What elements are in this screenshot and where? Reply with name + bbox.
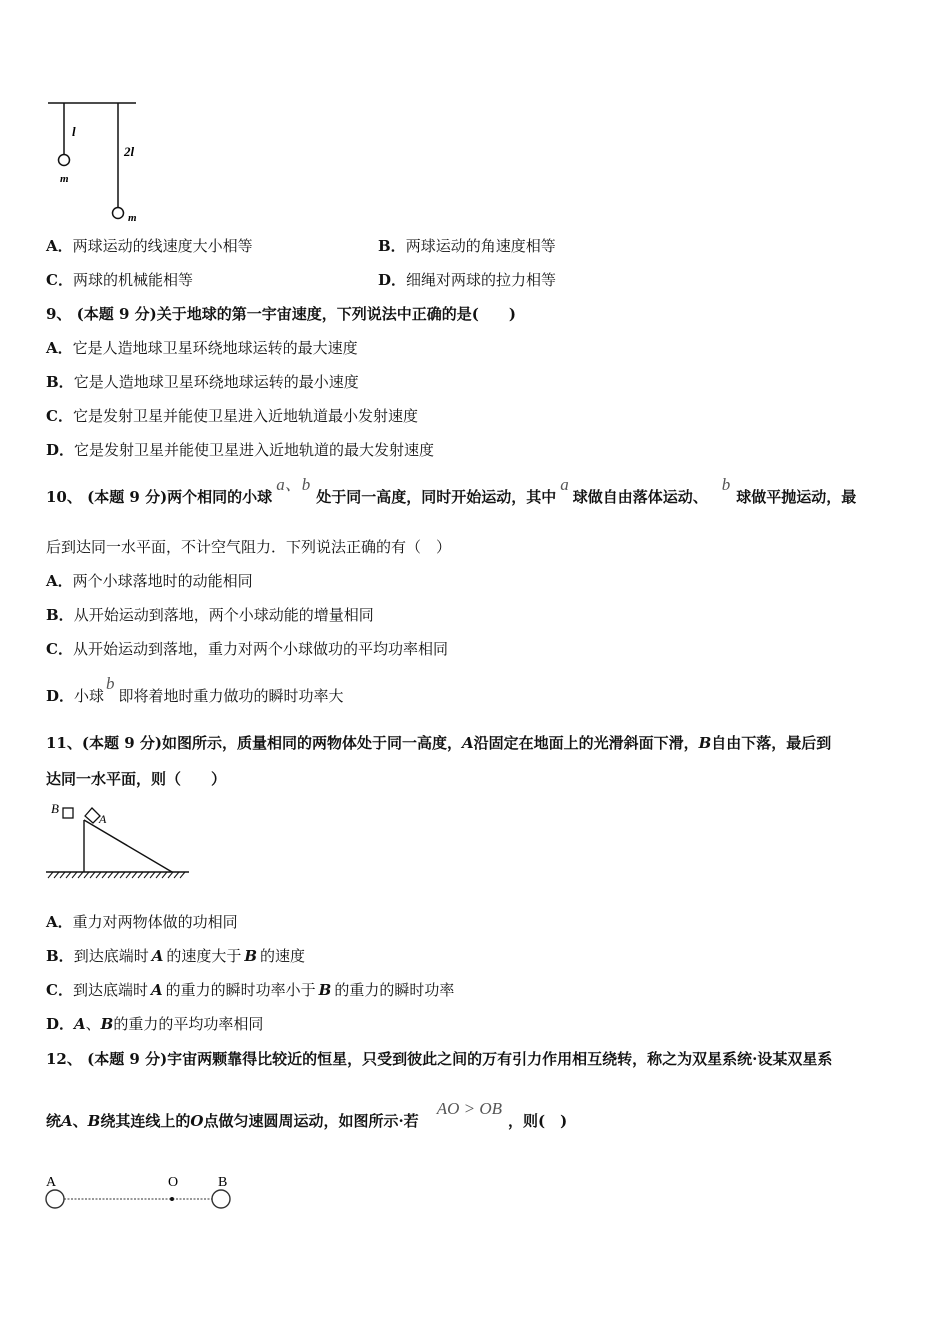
incline-slope — [84, 820, 172, 872]
q10-option-c — [46, 639, 448, 659]
option-text: 到达底端时 — [72, 981, 148, 999]
option-key: B． — [378, 237, 406, 255]
condition-AO-gt-OB: AO > OB — [436, 1099, 502, 1118]
option-key: D． — [46, 1015, 75, 1033]
option-text: 从开始运动到落地，重力对两个小球做功的平均功率相同 — [72, 640, 448, 658]
q12-stem-a: 12、 (本题 9 分)宇宙两颗靠得比较近的恒星，只受到彼此之间的万有引力作用相互绕转，称之为双星系统·设某双星系 — [46, 1050, 833, 1068]
option-text: 到达底端时 — [73, 947, 149, 965]
incline-figure — [44, 800, 194, 886]
q9-option-b — [46, 372, 359, 392]
option-key: C． — [46, 981, 73, 999]
separator: 、 — [85, 1015, 101, 1033]
option-key: B． — [46, 947, 74, 965]
star-B — [212, 1190, 230, 1208]
q8-option-d — [378, 270, 556, 290]
q11-option-a — [46, 912, 238, 932]
option-key: D． — [46, 441, 75, 459]
option-text: 两个小球落地时的动能相同 — [72, 572, 253, 590]
symbol-O: O — [190, 1112, 204, 1130]
long-ball — [113, 208, 124, 219]
q8-option-b — [378, 236, 556, 256]
q8-option-c — [46, 270, 193, 290]
q10-option-d — [46, 674, 344, 706]
q9-option-c — [46, 406, 418, 426]
q10-stem-line1 — [46, 475, 857, 507]
symbol-a: a — [560, 475, 569, 494]
q11-stem-b: 沿固定在地面上的光滑斜面下滑， — [473, 734, 699, 752]
option-key: A． — [46, 237, 73, 255]
option-key: A． — [46, 339, 73, 357]
q8-option-a — [46, 236, 253, 256]
q11-stem-d: 达同一水平面，则（ ） — [46, 770, 227, 788]
symbol-b: b — [301, 475, 311, 494]
q11-option-d — [46, 1014, 263, 1034]
symbol-B: B — [87, 1112, 101, 1130]
option-key: C． — [46, 640, 73, 658]
option-text: 它是发射卫星并能使卫星进入近地轨道的最大发射速度 — [74, 441, 435, 459]
q11-option-c — [46, 980, 454, 1000]
option-text: 两球的机械能相等 — [72, 271, 193, 289]
option-text: 从开始运动到落地，两个小球动能的增量相同 — [73, 606, 374, 624]
short-ball — [59, 155, 70, 166]
option-key: C． — [46, 407, 73, 425]
q10-option-a — [46, 571, 253, 591]
option-text: 的速度大于 — [166, 947, 242, 965]
q10-stem-d: 球做平抛运动，最 — [736, 488, 857, 506]
option-text: 的重力的平均功率相同 — [113, 1015, 264, 1033]
label-m1: m — [60, 173, 69, 185]
option-text: 小球 — [74, 687, 105, 705]
label-2l: 2l — [124, 144, 135, 159]
q12-stem-b3: 点做匀速圆周运动，如图所示·若 — [203, 1112, 419, 1130]
block-A — [85, 808, 100, 823]
q10-option-b — [46, 605, 374, 625]
q10-stem-c: 球做自由落体运动、 — [572, 488, 708, 506]
option-key: B． — [46, 373, 74, 391]
center-O — [170, 1197, 174, 1201]
symbol-B: B — [698, 734, 712, 752]
star-A — [46, 1190, 64, 1208]
option-text: 它是发射卫星并能使卫星进入近地轨道最小发射速度 — [72, 407, 418, 425]
separator: 、 — [284, 475, 302, 494]
option-text: 细绳对两球的拉力相等 — [406, 271, 557, 289]
block-B — [63, 808, 73, 818]
label-A: A — [99, 812, 107, 826]
q9-option-d — [46, 440, 434, 460]
option-text: 两球运动的线速度大小相等 — [72, 237, 253, 255]
symbol-A: A — [74, 1015, 86, 1033]
ground-hatch — [48, 872, 185, 878]
q12-stem-b4: ，则( ) — [507, 1112, 568, 1130]
label-B: B — [51, 801, 59, 816]
option-key: A． — [46, 913, 73, 931]
q11-stem-c: 自由下落，最后到 — [711, 734, 832, 752]
option-key: D． — [46, 687, 75, 705]
symbol-B: B — [244, 947, 258, 965]
option-text: 两球运动的角速度相等 — [405, 237, 556, 255]
label-B: B — [218, 1175, 228, 1190]
option-text: 的重力的瞬时功率小于 — [165, 981, 316, 999]
symbol-A: A — [61, 1112, 73, 1130]
option-text: 的速度 — [260, 947, 306, 965]
q12-stem-b2: 绕其连线上的 — [100, 1112, 191, 1130]
q9-stem: 9、 (本题 9 分)关于地球的第一宇宙速度，下列说法中正确的是( ) — [46, 305, 516, 323]
symbol-b: b — [721, 475, 731, 494]
label-m2: m — [128, 212, 137, 224]
label-A: A — [46, 1175, 57, 1190]
q12-stem-b1: 统 — [46, 1112, 62, 1130]
option-text: 的重力的瞬时功率 — [334, 981, 455, 999]
label-O: O — [168, 1175, 179, 1190]
symbol-B: B — [318, 981, 332, 999]
option-key: C． — [46, 271, 73, 289]
q11-option-b — [46, 946, 305, 966]
separator: 、 — [72, 1112, 88, 1130]
option-key: A． — [46, 572, 73, 590]
q10-stem-e: 后到达同一水平面，不计空气阻力．下列说法正确的有（ ） — [46, 538, 452, 556]
q11-stem-line1 — [46, 733, 831, 753]
symbol-A: A — [150, 981, 163, 999]
q12-stem-line2 — [46, 1099, 568, 1131]
q10-stem-b: 处于同一高度，同时开始运动，其中 — [316, 488, 557, 506]
option-text: 它是人造地球卫星环绕地球运转的最小速度 — [73, 373, 359, 391]
label-l: l — [72, 124, 76, 139]
q9-option-a — [46, 338, 358, 358]
option-key: B． — [46, 606, 74, 624]
q11-stem-a: 11、(本题 9 分)如图所示，质量相同的两物体处于同一高度， — [46, 734, 462, 752]
symbol-a: a — [276, 475, 285, 494]
symbol-b: b — [106, 674, 115, 693]
option-key: D． — [378, 271, 407, 289]
binary-star-figure — [40, 1170, 240, 1216]
option-text: 即将着地时重力做功的瞬时功率大 — [118, 687, 344, 705]
option-text: 它是人造地球卫星环绕地球运转的最大速度 — [72, 339, 358, 357]
pendulum-figure — [40, 96, 150, 226]
symbol-A: A — [151, 947, 164, 965]
symbol-B: B — [100, 1015, 114, 1033]
option-text: 重力对两物体做的功相同 — [72, 913, 238, 931]
q10-stem-a: 10、 (本题 9 分)两个相同的小球 — [46, 488, 273, 506]
symbol-A: A — [461, 734, 474, 752]
